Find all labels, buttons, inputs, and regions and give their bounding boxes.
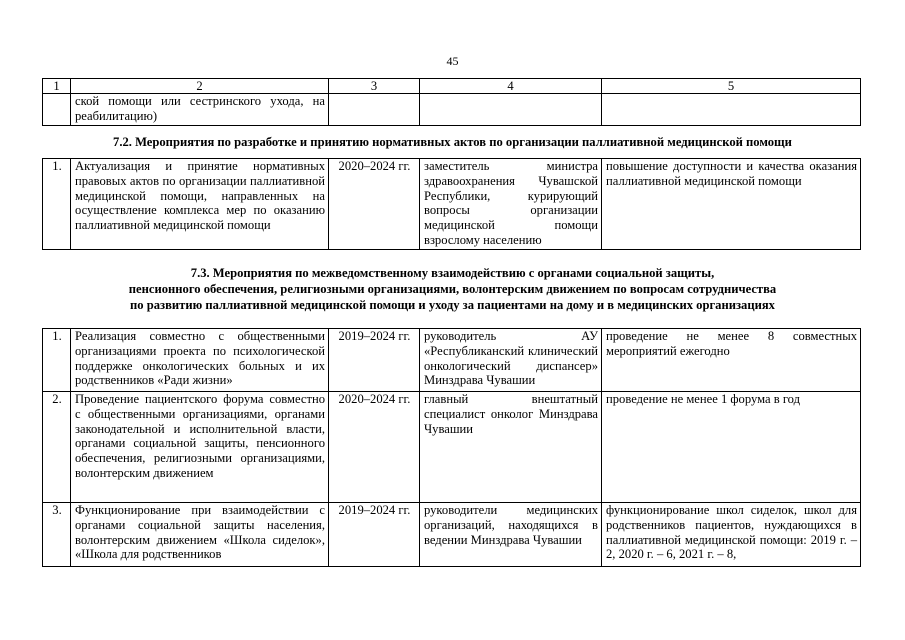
row-resp: руководители медицинских организаций, находящихся в ведении Минздрава Чувашии xyxy=(420,503,602,567)
col-2: 2 xyxy=(71,79,329,94)
continuation-desc: ской помощи или сестринского ухода, на реабилитацию) xyxy=(71,94,329,126)
table-7-2 xyxy=(42,158,861,250)
row-num: 3. xyxy=(43,503,71,567)
row-num: 2. xyxy=(43,392,71,503)
row-num: 1. xyxy=(43,159,71,250)
row-resp: заместитель министра здравоохранения Чувашской Республики, курирующий вопросы организации медицинской помощи взрослому населению xyxy=(420,159,602,250)
table-row xyxy=(43,392,861,503)
table-7-3 xyxy=(42,328,861,567)
column-numbers-row xyxy=(43,79,861,94)
page-number: 45 xyxy=(446,54,459,68)
row-desc: Актуализация и принятие нормативных правовых актов по организации паллиативной медицинской помощи, направленных на осуществление комплекса мер по оказанию паллиативной медицинской помощи xyxy=(71,159,329,250)
section-7-3-line3: по развитию паллиативной медицинской помощи и уходу за пациентами на дому и в медицинских организациях xyxy=(130,298,775,312)
row-desc: Функционирование при взаимодействии с органами социальной защиты населения, волонтерским движением «Школа сиделок», «Школа для родственников xyxy=(71,503,329,567)
row-resp: главный внештатный специалист онколог Минздрава Чувашии xyxy=(420,392,602,503)
table-row xyxy=(43,503,861,567)
continuation-row xyxy=(43,94,861,126)
col-1: 1 xyxy=(43,79,71,94)
col-5: 5 xyxy=(602,79,861,94)
row-result: функционирование школ сиделок, школ для родственников пациентов, нуждающихся в паллиативной медицинской помощи: 2019 г. – 2, 2020 г. – 6, 2021 г. – 8, xyxy=(602,503,861,567)
section-7-3-line1: 7.3. Мероприятия по межведомственному взаимодействию с органами социальной защиты, xyxy=(190,266,715,280)
section-7-3-line2: пенсионного обеспечения, религиозными организациями, волонтерским движением по вопросам сотрудничества xyxy=(128,282,777,296)
table-row xyxy=(43,329,861,392)
row-resp: руководитель АУ «Республиканский клинический онкологический диспансер» Минздрава Чувашии xyxy=(420,329,602,392)
col-4: 4 xyxy=(420,79,602,94)
row-desc: Проведение пациентского форума совместно с общественными организациями, органами законодательной и исполнительной власти, органами социальной защиты, пенсионного обеспечения, религиозными организациями, волонтерским движением xyxy=(71,392,329,503)
section-7-3-title xyxy=(0,265,905,313)
section-7-2-title: 7.2. Мероприятия по разработке и принятию нормативных актов по организации паллиативной медицинской помощи xyxy=(113,135,792,149)
row-period: 2020–2024 гг. xyxy=(329,392,420,503)
row-result: проведение не менее 1 форума в год xyxy=(602,392,861,503)
row-period: 2020–2024 гг. xyxy=(329,159,420,250)
row-period: 2019–2024 гг. xyxy=(329,329,420,392)
row-desc: Реализация совместно с общественными организациями проекта по психологической поддержке онкологических больных и их родственников «Ради жизни» xyxy=(71,329,329,392)
row-period: 2019–2024 гг. xyxy=(329,503,420,567)
row-result: проведение не менее 8 совместных мероприятий ежегодно xyxy=(602,329,861,392)
table-row xyxy=(43,159,861,250)
row-num: 1. xyxy=(43,329,71,392)
row-result: повышение доступности и качества оказания паллиативной медицинской помощи xyxy=(602,159,861,250)
col-3: 3 xyxy=(329,79,420,94)
table-header xyxy=(42,78,861,126)
